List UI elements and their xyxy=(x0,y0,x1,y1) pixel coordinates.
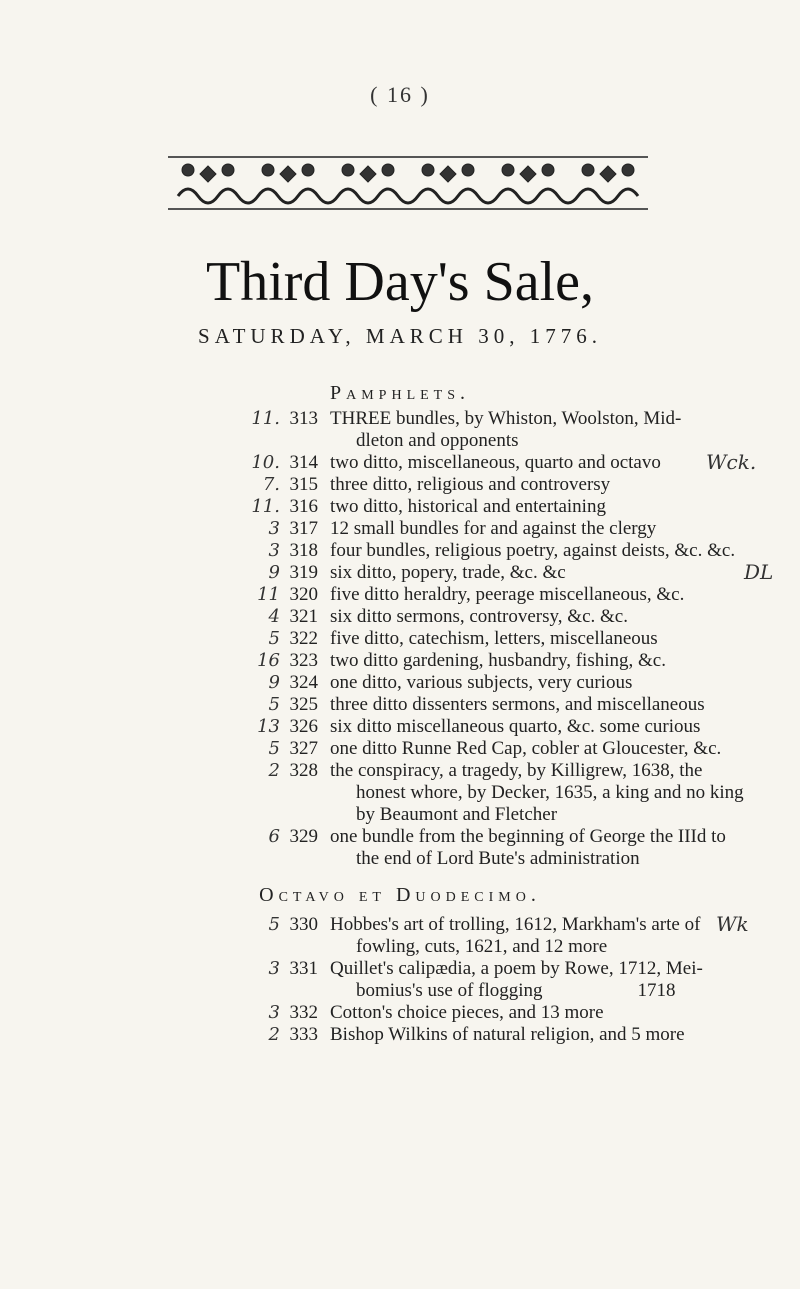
lot-description: five ditto heraldry, peerage miscellaneous, &c. xyxy=(330,584,685,605)
lot-number: 331 xyxy=(289,958,318,979)
lot-description: 12 small bundles for and against the clergy xyxy=(330,518,657,539)
lot-description: six ditto miscellaneous quarto, &c. some curious xyxy=(330,716,701,737)
lot-description: Bishop Wilkins of natural religion, and 5 more xyxy=(330,1024,685,1045)
lot-price: 9 xyxy=(268,672,280,693)
lot-number: 316 xyxy=(289,496,318,517)
lot-row xyxy=(0,650,800,672)
lot-number: 332 xyxy=(289,1002,318,1023)
lot-description: two ditto gardening, husbandry, fishing, &c. xyxy=(330,650,666,671)
lot-row xyxy=(0,958,800,980)
lot-number: 325 xyxy=(289,694,318,715)
lot-row xyxy=(0,474,800,496)
lot-number: 319 xyxy=(289,562,318,583)
lot-price: 10. xyxy=(251,452,280,473)
lot-row xyxy=(0,1024,800,1046)
lot-description: the conspiracy, a tragedy, by Killigrew, 1638, the xyxy=(330,760,703,781)
lot-row xyxy=(0,672,800,694)
lot-description-continued: by Beaumont and Fletcher xyxy=(356,804,558,825)
lot-description: Cotton's choice pieces, and 13 more xyxy=(330,1002,604,1023)
lot-description: four bundles, religious poetry, against deists, &c. &c. xyxy=(330,540,736,561)
margin-note-buyer: Wck. xyxy=(706,450,757,474)
lot-price: 11. xyxy=(251,496,280,517)
margin-note-buyer: DL xyxy=(744,560,774,584)
lot-description: two ditto, historical and entertaining xyxy=(330,496,606,517)
lot-number: 315 xyxy=(289,474,318,495)
lot-row xyxy=(0,518,800,540)
lot-price: 2 xyxy=(268,760,280,781)
lot-row xyxy=(0,716,800,738)
lot-number: 330 xyxy=(289,914,318,935)
lot-description: two ditto, miscellaneous, quarto and octavo xyxy=(330,452,661,473)
lot-number: 313 xyxy=(289,408,318,429)
lot-row xyxy=(0,606,800,628)
lot-price: 5 xyxy=(268,628,280,649)
lot-row xyxy=(0,584,800,606)
lot-number: 318 xyxy=(289,540,318,561)
lot-price: 11 xyxy=(257,584,280,605)
lot-price: 5 xyxy=(268,914,280,935)
lot-price: 6 xyxy=(268,826,280,847)
lot-description-continued: dleton and opponents xyxy=(356,430,519,451)
lot-number: 317 xyxy=(289,518,318,539)
lot-price: 4 xyxy=(268,606,280,627)
lot-number: 333 xyxy=(289,1024,318,1045)
lot-row xyxy=(0,628,800,650)
lot-row xyxy=(0,914,800,936)
lot-number: 320 xyxy=(289,584,318,605)
lot-number: 322 xyxy=(289,628,318,649)
lot-price: 13 xyxy=(257,716,280,737)
lot-price: 3 xyxy=(268,540,280,561)
sale-title: Third Day's Sale, xyxy=(205,251,594,313)
lot-row xyxy=(0,452,800,474)
lot-price: 11. xyxy=(251,408,280,429)
lot-row xyxy=(0,738,800,760)
lot-number: 323 xyxy=(289,650,318,671)
lot-number: 314 xyxy=(289,452,318,473)
lot-description-continued: the end of Lord Bute's administration xyxy=(356,848,640,869)
lot-description: Hobbes's art of trolling, 1612, Markham's arte of xyxy=(330,914,701,935)
section-heading-octavo: Octavo et Duodecimo. xyxy=(259,884,541,906)
lot-number: 326 xyxy=(289,716,318,737)
lot-description: six ditto, popery, trade, &c. &c xyxy=(330,562,566,583)
section-heading-pamphlets: Pamphlets. xyxy=(329,382,471,404)
lot-description: one ditto, various subjects, very curious xyxy=(330,672,633,693)
lot-row xyxy=(0,408,800,430)
lot-number: 324 xyxy=(289,672,318,693)
lot-description-continued: fowling, cuts, 1621, and 12 more xyxy=(356,936,608,957)
printers-ornament-band-icon xyxy=(168,156,648,210)
lot-price: 7. xyxy=(262,474,280,495)
lot-price: 16 xyxy=(257,650,280,671)
lot-number: 327 xyxy=(289,738,318,759)
lot-description: one bundle from the beginning of George the IIId to xyxy=(330,826,726,847)
sale-date: SATURDAY, MARCH 30, 1776. xyxy=(198,324,602,348)
lot-row xyxy=(0,694,800,716)
lot-row xyxy=(0,540,800,562)
lot-price: 3 xyxy=(268,1002,280,1023)
lot-description: three ditto, religious and controversy xyxy=(330,474,611,495)
lot-price: 3 xyxy=(268,518,280,539)
lot-price: 2 xyxy=(268,1024,280,1045)
lot-description-continued: bomius's use of flogging 1718 xyxy=(356,980,676,1001)
lot-number: 328 xyxy=(289,760,318,781)
lot-number: 321 xyxy=(289,606,318,627)
lot-price: 5 xyxy=(268,738,280,759)
lot-row xyxy=(0,562,800,584)
lot-row xyxy=(0,496,800,518)
margin-note-buyer: Wk xyxy=(716,912,749,936)
page-number: ( 16 ) xyxy=(370,82,430,107)
lot-row xyxy=(0,760,800,782)
lot-price: 3 xyxy=(268,958,280,979)
lot-price: 9 xyxy=(268,562,280,583)
lot-description: six ditto sermons, controversy, &c. &c. xyxy=(330,606,628,627)
lot-description: Quillet's calipædia, a poem by Rowe, 1712, Mei- xyxy=(330,958,703,979)
lot-row xyxy=(0,826,800,848)
lot-number: 329 xyxy=(289,826,318,847)
lot-description: one ditto Runne Red Cap, cobler at Gloucester, &c. xyxy=(330,738,722,759)
lot-price: 5 xyxy=(268,694,280,715)
lot-description: five ditto, catechism, letters, miscellaneous xyxy=(330,628,658,649)
lot-row xyxy=(0,1002,800,1024)
lot-description: THREE bundles, by Whiston, Woolston, Mid- xyxy=(330,408,682,429)
lot-description: three ditto dissenters sermons, and miscellaneous xyxy=(330,694,705,715)
lot-description-continued: honest whore, by Decker, 1635, a king and no king xyxy=(356,782,744,803)
